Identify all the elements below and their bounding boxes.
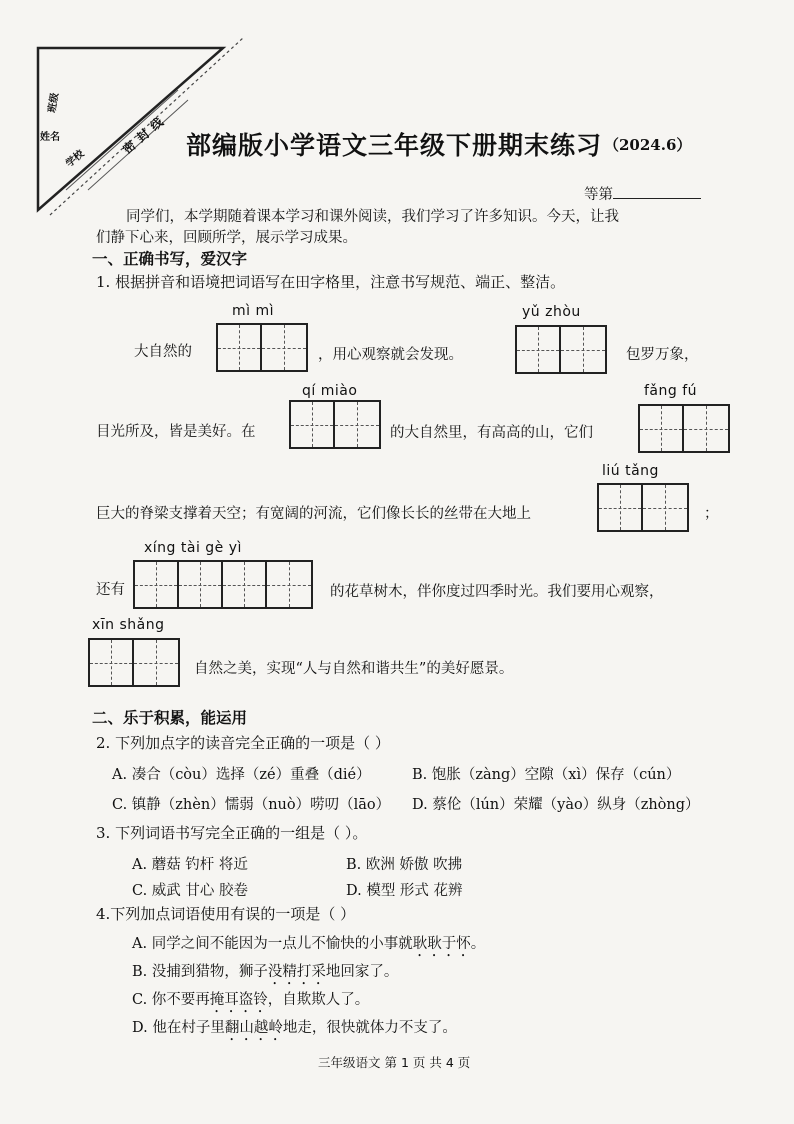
grade-label: 等第 [584, 187, 613, 203]
tianzige-xinshang[interactable] [88, 638, 180, 687]
text-line3b: ； [704, 506, 719, 522]
q4-option-b-pre: B. 没捕到猎物，狮子 [132, 964, 268, 980]
tianzige-cell[interactable] [517, 327, 561, 372]
tianzige-cell[interactable] [291, 402, 335, 447]
tianzige-cell[interactable] [267, 562, 311, 607]
grade-field[interactable] [584, 183, 701, 204]
q4-option-a-pre: A. 同学之间不能因为一点儿不愉快的小事就 [132, 936, 413, 952]
pinyin-qimiao: qí miào [302, 383, 358, 399]
q3-option-c[interactable]: C. 威武 甘心 胶卷 [132, 883, 249, 899]
exam-date: （2024.6） [604, 136, 692, 154]
question-1: 1. 根据拼音和语境把词语写在田字格里，注意书写规范、端正、整洁。 [96, 273, 566, 291]
q4-option-c-post: ，自欺欺人了。 [267, 992, 370, 1008]
q2-option-b[interactable]: B. 饱胀（zàng）空隙（xì）保存（cún） [412, 767, 681, 783]
binding-class-label: 班级 [46, 92, 62, 114]
q4-option-d-post: 地走，很快就体力不支了。 [282, 1020, 457, 1036]
pinyin-xinshang: xīn shǎng [92, 617, 165, 633]
text-line4b: 的花草树木，伴你度过四季时光。我们要用心观察， [330, 584, 664, 600]
q4-option-b-post: 地回家了。 [325, 964, 399, 980]
page-title: 部编版小学语文三年级下册期末练习 [186, 131, 603, 160]
q4-option-a[interactable] [132, 932, 485, 960]
section-1-heading: 一、正确书写，爱汉字 [92, 250, 248, 268]
tianzige-qimiao[interactable] [289, 400, 381, 449]
question-2: 2. 下列加点字的读音完全正确的一项是（ ） [96, 734, 390, 752]
q4-option-a-dotted: 耿耿于怀 [412, 936, 471, 952]
pinyin-yuzhou: yǔ zhòu [522, 304, 581, 320]
q4-option-a-post: 。 [470, 936, 486, 952]
tianzige-cell[interactable] [643, 485, 687, 530]
tianzige-cell[interactable] [179, 562, 223, 607]
text-line1a: 大自然的 [134, 344, 192, 360]
q2-option-d[interactable]: D. 蔡伦（lún）荣耀（yào）纵身（zhòng） [412, 797, 700, 813]
tianzige-xingtaigeyi[interactable] [133, 560, 313, 609]
text-line5a: 自然之美，实现“人与自然和谐共生”的美好愿景。 [194, 661, 514, 677]
tianzige-liutang[interactable] [597, 483, 689, 532]
tianzige-cell[interactable] [218, 325, 262, 370]
q4-option-b-dotted: 没精打采 [267, 964, 326, 980]
tianzige-cell[interactable] [223, 562, 267, 607]
question-3: 3. 下列词语书写完全正确的一组是（ ）。 [96, 824, 368, 842]
tianzige-cell[interactable] [561, 327, 605, 372]
binding-school-label: 学校 [64, 148, 87, 170]
q4-option-d-dotted: 翻山越岭 [224, 1020, 283, 1036]
q2-option-c[interactable]: C. 镇静（zhèn）懦弱（nuò）唠叨（lāo） [112, 797, 391, 813]
tianzige-cell[interactable] [599, 485, 643, 530]
binding-seal-line-label: 密封线 [120, 111, 171, 157]
tianzige-cell[interactable] [684, 406, 728, 451]
page-footer: 三年级语文 第 1 页 共 4 页 [318, 1055, 471, 1070]
text-line4a: 还有 [96, 582, 125, 598]
intro-line-2: 们静下心来，回顾所学，展示学习成果。 [96, 230, 357, 246]
q4-option-c-pre: C. 你不要再 [132, 992, 210, 1008]
q3-option-d[interactable]: D. 模型 形式 花辨 [346, 883, 463, 899]
binding-name-label: 姓名 [40, 132, 60, 143]
text-line2b: 的大自然里，有高高的山，它们 [390, 425, 593, 441]
pinyin-liutang: liú tǎng [602, 463, 659, 479]
question-4: 4.下列加点词语使用有误的一项是（ ） [96, 905, 356, 923]
text-line3a: 巨大的脊梁支撑着天空；有宽阔的河流，它们像长长的丝带在大地上 [96, 506, 531, 522]
text-line1c: 包罗万象， [626, 347, 699, 363]
pinyin-xingtaigeyi: xíng tài gè yì [144, 540, 242, 556]
pinyin-fangfu: fǎng fú [644, 383, 698, 399]
q3-option-a[interactable]: A. 蘑菇 钓杆 将近 [132, 857, 248, 873]
text-line1b: ，用心观察就会发现。 [318, 347, 463, 363]
q2-option-a[interactable]: A. 凑合（còu）选择（zé）重叠（dié） [112, 767, 371, 783]
q4-option-d-pre: D. 他在村子里 [132, 1020, 225, 1036]
q4-option-c-dotted: 掩耳盗铃 [209, 992, 268, 1008]
q4-option-c[interactable] [132, 988, 369, 1016]
intro-line-1: 同学们，本学期随着课本学习和课外阅读，我们学习了许多知识。今天，让我 [126, 209, 619, 225]
tianzige-mimi[interactable] [216, 323, 308, 372]
q4-option-b[interactable] [132, 960, 398, 988]
tianzige-cell[interactable] [335, 402, 379, 447]
section-2-heading: 二、乐于积累，能运用 [92, 709, 248, 727]
tianzige-yuzhou[interactable] [515, 325, 607, 374]
q4-option-d[interactable] [132, 1016, 457, 1044]
tianzige-fangfu[interactable] [638, 404, 730, 453]
tianzige-cell[interactable] [90, 640, 134, 685]
q3-option-b[interactable]: B. 欧洲 娇傲 吹拂 [346, 857, 463, 873]
tianzige-cell[interactable] [135, 562, 179, 607]
pinyin-mimi: mì mì [232, 303, 275, 319]
tianzige-cell[interactable] [134, 640, 178, 685]
text-line2a: 目光所及，皆是美好。在 [96, 424, 256, 440]
tianzige-cell[interactable] [262, 325, 306, 370]
tianzige-cell[interactable] [640, 406, 684, 451]
